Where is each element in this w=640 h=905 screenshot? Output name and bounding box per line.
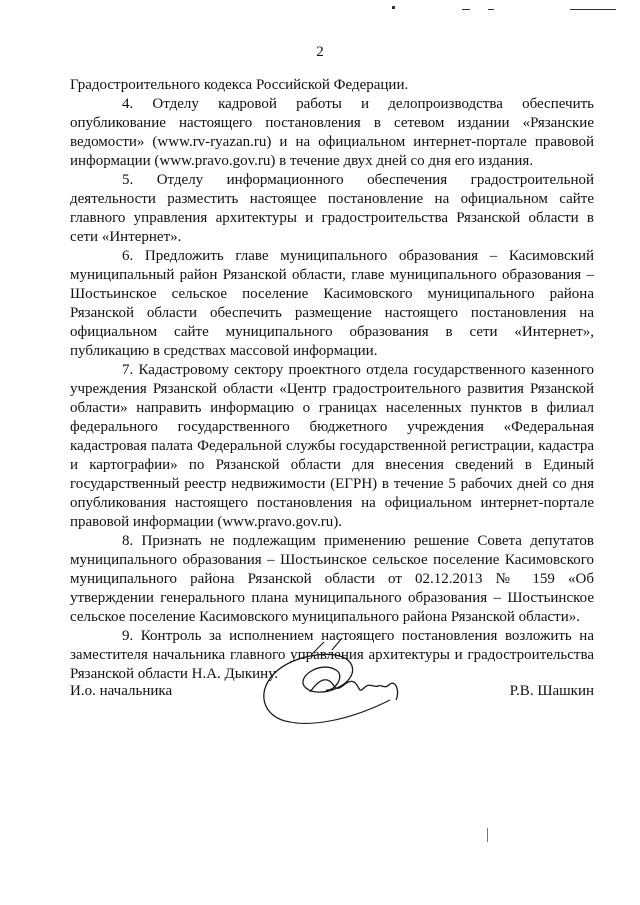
scan-mark bbox=[462, 9, 470, 10]
page-number: 2 bbox=[316, 44, 324, 60]
paragraph: 4. Отделу кадровой работы и делопроизводства обеспечить опубликование настоящего постановления в сетевом издании «Рязанские ведомости» (www.rv-ryazan.ru) и на официальном интернет-портале правовой информации (www.pravo.gov.ru) в течение двух дней со дня его издания. bbox=[70, 96, 594, 169]
paragraph: 9. Контроль за исполнением настоящего постановления возложить на заместителя начальника главного управления архитектуры и градостроительства Рязанской области Н.А. Дыкину. bbox=[70, 628, 594, 682]
signatory-title: И.о. начальника bbox=[70, 683, 173, 699]
paragraph: 5. Отделу информационного обеспечения градостроительной деятельности разместить настоящее постановление на официальном сайте главного управления архитектуры и градостроительства Рязанской области в сети «Интернет». bbox=[70, 172, 594, 245]
scan-mark bbox=[488, 9, 494, 10]
scan-mark bbox=[487, 828, 488, 842]
paragraph: 7. Кадастровому сектору проектного отдела государственного казенного учреждения Рязанской области «Центр градостроительного развития Рязанской области» направить информацию о границах населенных пунктов в филиал федерального государственного бюджетного учреждения «Федеральная кадастровая палата Федеральной службы государственной регистрации, кадастра и картографии» по Рязанской области для внесения сведений в Единый государственный реестр недвижимости (ЕГРН) в течение 5 рабочих дней со дня опубликования настоящего постановления на официальном интернет-портале правовой информации (www.pravo.gov.ru). bbox=[70, 362, 594, 530]
scan-mark bbox=[570, 9, 616, 10]
paragraph: Градостроительного кодекса Российской Федерации. bbox=[70, 77, 409, 93]
scan-mark bbox=[392, 6, 395, 9]
signature-block bbox=[70, 683, 594, 707]
signatory-name: Р.В. Шашкин bbox=[509, 683, 594, 699]
body-text bbox=[70, 76, 594, 684]
paragraph: 6. Предложить главе муниципального образования – Касимовский муниципальный район Рязанской области, главе муниципального образования – Шостьинское сельское поселение Касимовского муниципального района Рязанской области обеспечить размещение настоящего постановления на официальном сайте муниципального образования в сети «Интернет», публикацию в средствах массовой информации. bbox=[70, 248, 594, 359]
paragraph: 8. Признать не подлежащим применению решение Совета депутатов муниципального образования – Шостьинское сельское поселение Касимовского муниципального района Рязанской области от 02.12.2013 № 159 «Об утверждении генерального плана муниципального образования – Шостьинское сельское поселение Касимовского муниципального района Рязанской области». bbox=[70, 533, 594, 625]
